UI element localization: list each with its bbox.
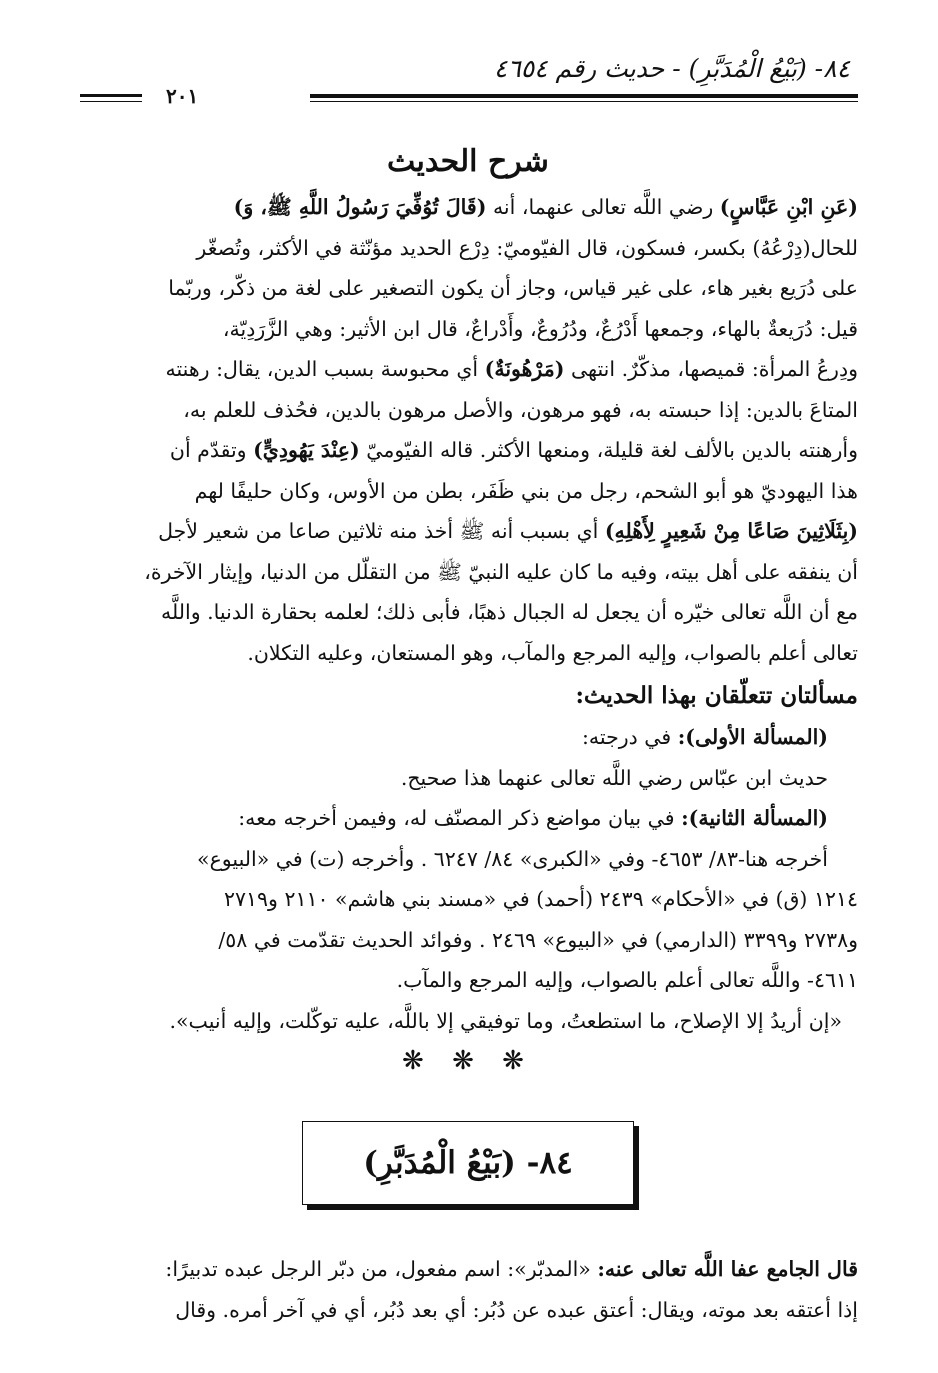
commentary-text: وأرهنته بالدين بالألف لغة قليلة، ومنعها الأكثر. قاله الفيّوميّ	[359, 438, 858, 462]
chapter-text: «المدبّر»: اسم مفعول، من دبّر الرجل عبده تدبيرًا:	[165, 1257, 598, 1281]
sharh-line: المتاعَ بالدين: إذا حبسته به، فهو مرهون، والأصل مرهون بالدين، فحُذف للعلم به،	[183, 397, 858, 422]
masail-heading: مسألتان تتعلّقان بهذا الحديث:	[575, 682, 858, 709]
commentary-text: أي بسبب أنه ﷺ أخذ منه ثلاثين صاعا من شعير لأجل	[158, 519, 605, 543]
running-header-title: ٨٤- (بَيْعُ الْمُدَبَّرِ) - حديث رقم ٤٦٥٤	[493, 54, 850, 83]
header-rule	[310, 94, 858, 98]
first-issue-text: في درجته:	[581, 725, 678, 749]
takhrij-line: و٢٧٣٨ و٣٣٩٩ (الدارمي) في «البيوع» ٢٤٦٩ . وفوائد الحديث تقدّمت في ٥٨/	[218, 927, 858, 952]
sharh-line: هذا اليهوديّ هو أبو الشحم، رجل من بني ظَفَر، بطن من الأوس، وكان حليفًا لهم	[194, 478, 858, 503]
chapter-line: إذا أعتقه بعد موته، ويقال: أعتق عبده عن دُبُر: أي بعد دُبُر، أي في آخر أمره. وقال	[175, 1297, 858, 1322]
section-divider-stars: ❋ ❋ ❋	[402, 1046, 534, 1076]
chapter-lead: قال الجامع عفا اللَّه تعالى عنه:	[597, 1257, 858, 1281]
sharh-line: للحال(دِرْعُهُ) بكسر، فسكون، قال الفيّوميّ: دِرْع الحديد مؤنّثة في الأكثر، وتُصغّر	[196, 235, 858, 260]
first-issue-body: حديث ابن عبّاس رضي اللَّه تعالى عنهما هذا صحيح.	[400, 765, 828, 790]
chapter-body	[78, 1249, 858, 1330]
chapter-title: ٨٤- (بَيْعُ الْمُدَبَّرِ)	[363, 1145, 573, 1181]
sharh-line: أن ينفقه على أهل بيته، وفيه ما كان عليه النبيّ ﷺ من التقلّل من الدنيا، وإيثار الآخرة،	[144, 559, 858, 584]
second-issue-line	[78, 798, 858, 839]
page-number: ٢٠١	[166, 84, 199, 108]
book-page	[78, 50, 858, 1330]
commentary-text: أي محبوسة بسبب الدين، يقال: رهنته	[165, 357, 485, 381]
sharh-line	[78, 430, 858, 471]
header-rule-thin	[310, 101, 858, 102]
second-issue-text: في بيان مواضع ذكر المصنّف له، وفيمن أخرجه معه:	[238, 806, 682, 830]
second-issue-label: (المسألة الثانية):	[681, 806, 828, 830]
sharh-line: على دُرَيع بغير هاء، على غير قياس، وجاز أن يكون التصغير على لغة من ذكّر، وربّما	[168, 276, 858, 300]
running-header	[78, 50, 858, 108]
hadith-quote: (عِنْدَ يَهُودِيٍّ)	[253, 438, 360, 462]
sharh-line	[78, 187, 858, 228]
closing-quote: «إن أريدُ إلا الإصلاح، ما استطعتُ، وما توفيقي إلا باللَّه، عليه توكّلت، وإليه أنيب».	[169, 1008, 842, 1033]
first-issue-line	[78, 717, 858, 758]
hadith-quote: (مَرْهُونَةٌ)	[484, 357, 565, 381]
page-number-rule-thin	[80, 101, 142, 102]
sharh-heading: شرح الحديث	[387, 144, 549, 179]
commentary-text: وتقدّم أن	[169, 438, 254, 462]
sharh-body	[78, 187, 858, 673]
hadith-quote: (عَنِ ابْنِ عَبَّاسٍ)	[719, 195, 858, 219]
chapter-line	[78, 1249, 858, 1290]
takhrij-line: ٤٦١١- واللَّه تعالى أعلم بالصواب، وإليه المرجع والمآب.	[396, 968, 858, 992]
first-issue-label: (المسألة الأولى):	[677, 725, 828, 749]
chapter-title-box	[302, 1121, 634, 1205]
commentary-text: رضي اللَّه تعالى عنهما، أنه	[486, 195, 720, 219]
sharh-line: مع أن اللَّه تعالى خيّره أن يجعل له الجبال ذهبًا، فأبى ذلك؛ لعلمه بحقارة الدنيا. واللَّه	[161, 600, 858, 624]
hadith-quote: (بِثَلَاثِينَ صَاعًا مِنْ شَعِيرٍ لِأَهْلِهِ)	[604, 519, 858, 543]
commentary-text: ودِرعُ المرأة: قميصها، مذكّرٌ. انتهى	[564, 357, 858, 381]
hadith-quote: (قَالَ تُوُفِّيَ رَسُولُ اللَّهِ ﷺ، وَ)	[233, 195, 487, 219]
sharh-line	[78, 511, 858, 552]
takhrij-line: ١٢١٤ (ق) في «الأحكام» ٢٤٣٩ (أحمد) في «مسند بني هاشم» ٢١١٠ و٢٧١٩	[224, 887, 858, 911]
takhrij-line: أخرجه هنا-٨٣/ ٤٦٥٣- وفي «الكبرى» ٨٤/ ٦٢٤٧ . وأخرجه (ت) في «البيوع»	[197, 846, 828, 871]
sharh-line	[78, 349, 858, 390]
sharh-line: تعالى أعلم بالصواب، وإليه المرجع والمآب، وهو المستعان، وعليه التكلان.	[247, 640, 858, 665]
sharh-line: قيل: دُرَيعةٌ بالهاء، وجمعها أَدْرُعٌ، ودُرُوعٌ، وأَدْراعٌ، قال ابن الأثير: وهي الزَّرَدِيّة،	[222, 316, 858, 341]
page-number-rule	[80, 94, 142, 97]
